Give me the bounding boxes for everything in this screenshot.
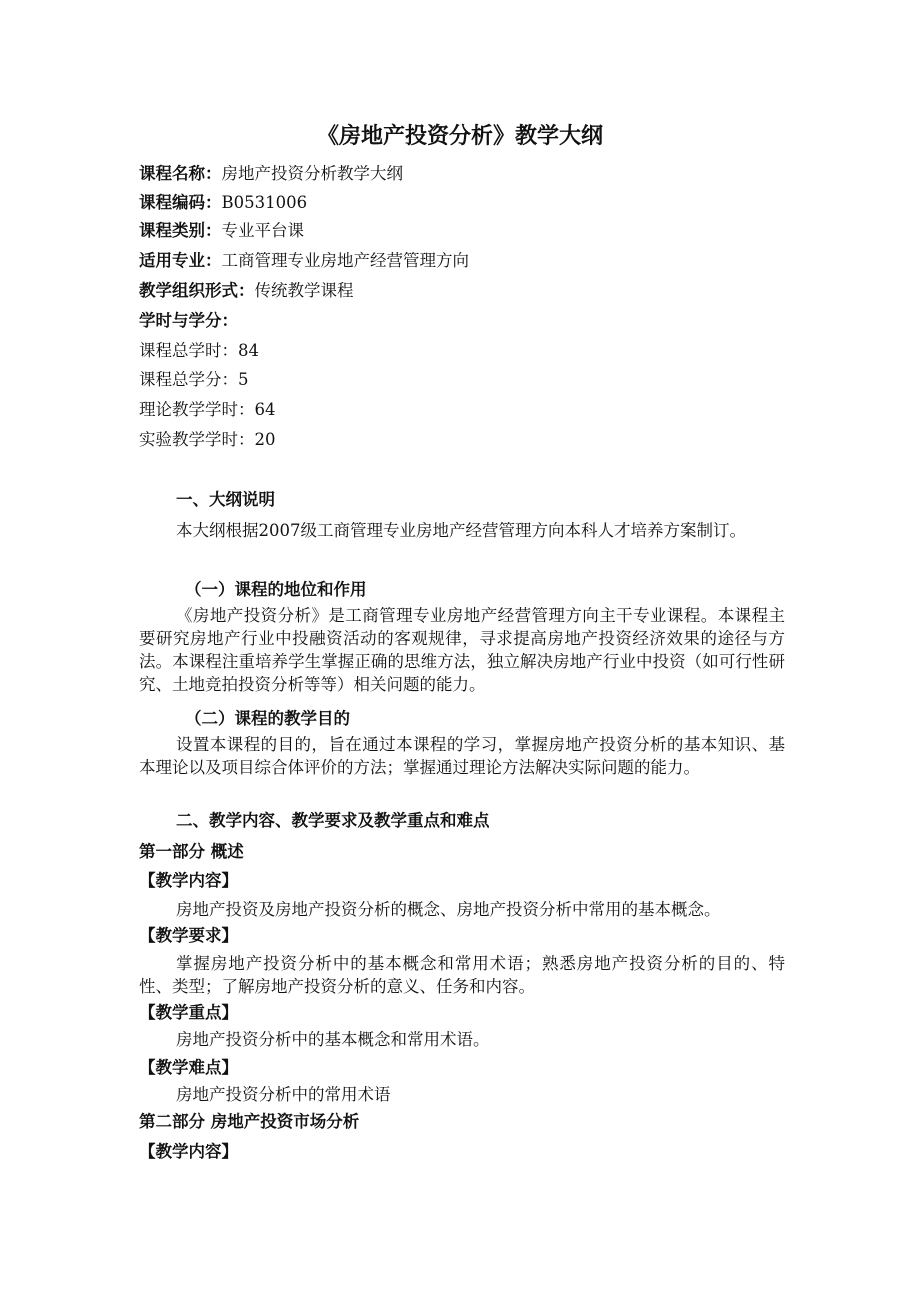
info-label: 教学组织形式： [139, 281, 255, 300]
part1-requirement-text: 掌握房地产投资分析中的基本概念和常用术语；熟悉房地产投资分析的目的、特性、类型；了解房地产投资分析的意义、任务和内容。 [139, 954, 785, 996]
info-label: 适用专业： [139, 251, 222, 270]
info-value: 工商管理专业房地产经营管理方向 [221, 251, 469, 270]
section1-sub1-text: 《房地产投资分析》是工商管理专业房地产经营管理方向主干专业课程。本课程主要研究房地产行业中投融资活动的客观规律，寻求提高房地产投资经济效果的途径与方法。本课程注重培养学生掌握正确的思维方法，独立解决房地产行业中投资（如可行性研究、土地竞拍投资分析等等）相关问题的能力。 [139, 606, 785, 694]
info-label: 课程编码： [139, 193, 222, 212]
hours-theory: 理论教学学时：64 [139, 400, 276, 419]
info-teaching-form [139, 281, 354, 301]
hours-total: 课程总学时：84 [139, 341, 259, 360]
info-course-category [139, 221, 304, 241]
section1-intro: 本大纲根据2007级工商管理专业房地产经营管理方向本科人才培养方案制订。 [176, 521, 746, 540]
info-course-name [139, 164, 403, 184]
section1-sub2-text: 设置本课程的目的，旨在通过本课程的学习，掌握房地产投资分析的基本知识、基本理论以及项目综合体评价的方法；掌握通过理论方法解决实际问题的能力。 [139, 735, 785, 777]
part1-difficulty-label: 【教学难点】 [139, 1058, 238, 1077]
part1-key-label: 【教学重点】 [139, 1003, 238, 1022]
info-course-code [139, 193, 307, 213]
part1-key-text: 房地产投资分析中的基本概念和常用术语。 [176, 1030, 490, 1049]
info-hours-credits [139, 311, 238, 331]
part2-heading: 第二部分 房地产投资市场分析 [139, 1112, 360, 1131]
info-label: 课程类别： [139, 221, 222, 240]
info-label: 课程名称： [139, 164, 222, 183]
info-value: B0531006 [221, 193, 308, 212]
part1-requirement-label: 【教学要求】 [139, 926, 238, 945]
info-value: 专业平台课 [221, 221, 304, 240]
credits-total: 课程总学分：5 [139, 370, 249, 389]
part1-content-label: 【教学内容】 [139, 871, 238, 890]
info-value: 传统教学课程 [254, 281, 354, 300]
section2-heading: 二、教学内容、教学要求及教学重点和难点 [176, 811, 490, 830]
part2-content-label: 【教学内容】 [139, 1142, 238, 1161]
part1-difficulty-text: 房地产投资分析中的常用术语 [176, 1085, 391, 1104]
section1-sub2-heading: （二）课程的教学目的 [185, 709, 350, 728]
section1-heading: 一、大纲说明 [176, 490, 275, 509]
part1-content-text: 房地产投资及房地产投资分析的概念、房地产投资分析中常用的基本概念。 [176, 900, 721, 919]
info-label: 学时与学分： [139, 311, 238, 330]
info-value: 房地产投资分析教学大纲 [221, 164, 403, 183]
hours-lab: 实验教学学时：20 [139, 430, 276, 449]
section1-sub1-heading: （一）课程的地位和作用 [185, 580, 367, 599]
document-title: 《房地产投资分析》教学大纲 [316, 124, 603, 149]
info-major [139, 251, 469, 271]
part1-heading: 第一部分 概述 [139, 842, 244, 861]
